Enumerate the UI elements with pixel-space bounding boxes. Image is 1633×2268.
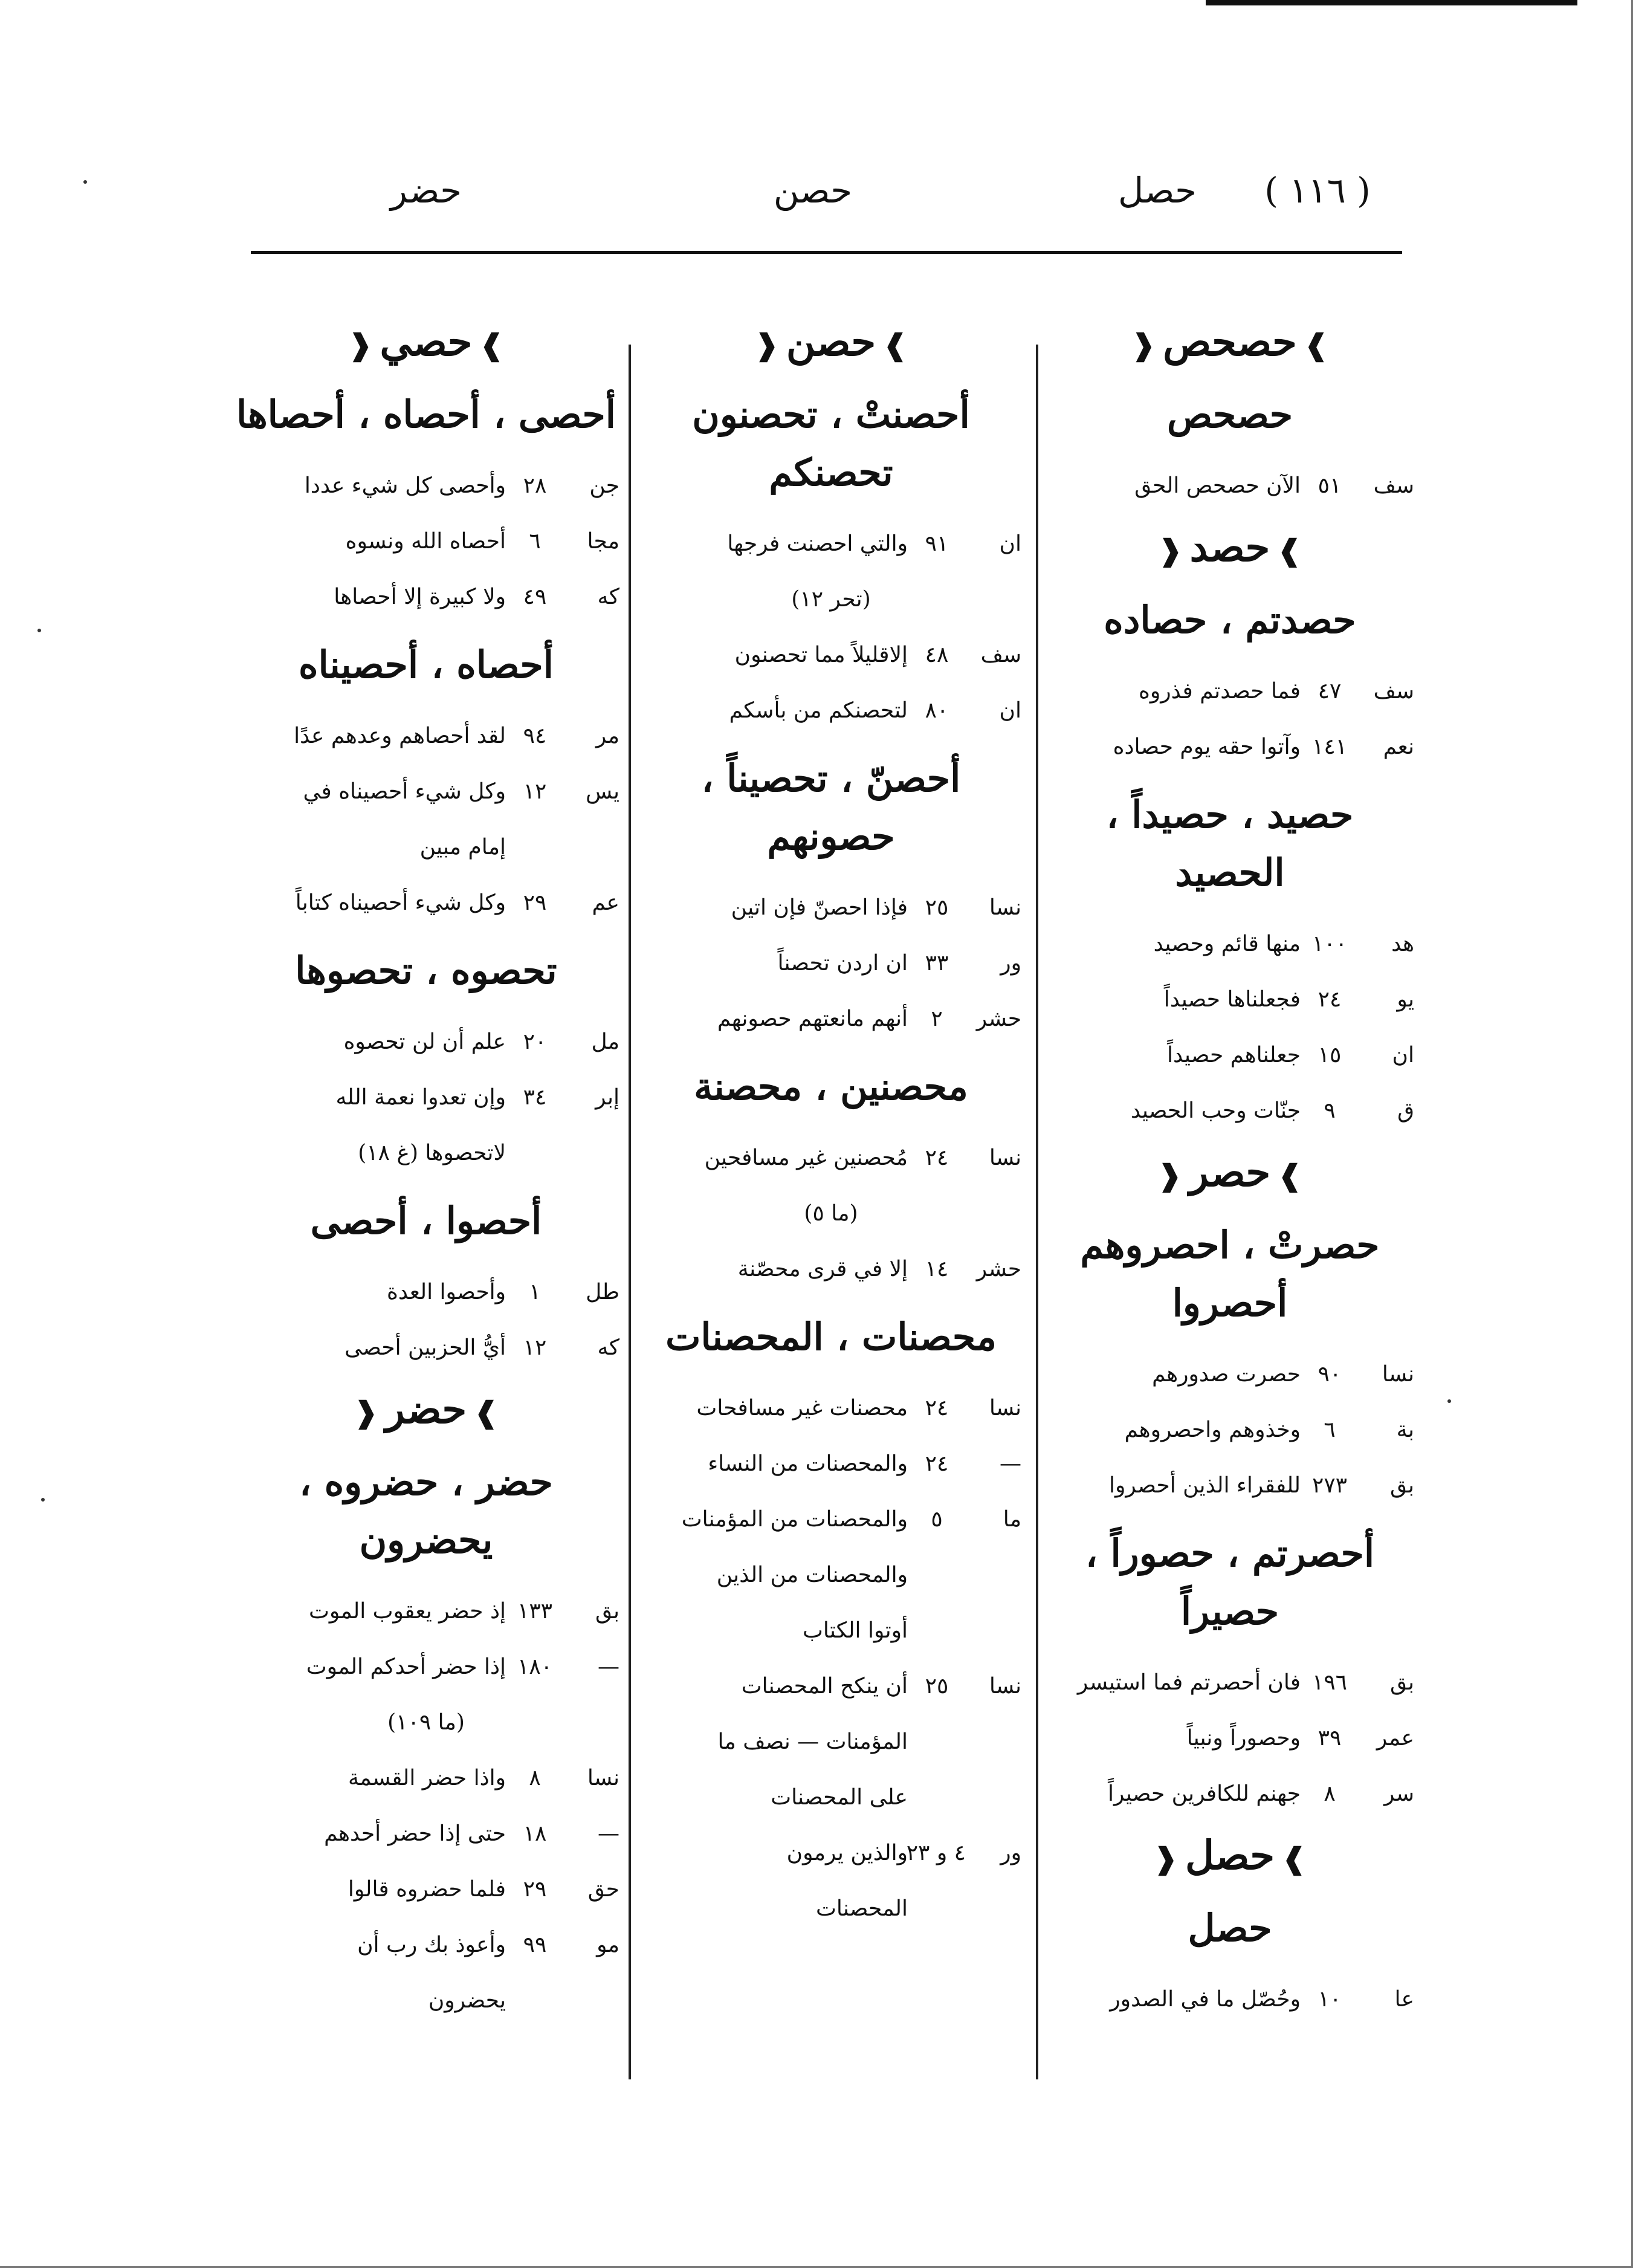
ornament-left-icon: ❰: [354, 1396, 378, 1430]
citation-row: عم ٢٩ وكل شيء أحصيناه كتاباً: [295, 890, 619, 915]
ornament-left-icon: ❰: [1153, 1842, 1178, 1876]
column-middle: [641, 308, 1021, 1937]
citation-row: جن ٢٨ وأحصى كل شيء عددا: [304, 473, 619, 498]
word-heading: حصدتم ، حصاده: [1104, 598, 1356, 642]
citation-continuation: (ما ٥): [804, 1201, 858, 1226]
citation-continuation: يحضرون: [428, 1988, 506, 2013]
word-heading: تحصوه ، تحصوها: [295, 948, 557, 993]
citation-row: نسا ٨ واذا حضر القسمة: [348, 1766, 619, 1790]
scan-speck: [1447, 1399, 1451, 1403]
citation-row: مر ٩٤ لقد أحصاهم وعدهم عدًا: [294, 724, 619, 748]
ornament-right-icon: ❱: [474, 1396, 499, 1430]
header-rule: [251, 251, 1402, 254]
word-heading: أحصرتم ، حصوراً ، حصيراً: [1085, 1531, 1375, 1633]
citation-row: حشر ٢ أنهم مانعتهم حصونهم: [717, 1006, 1021, 1031]
citation-row: سر ٨ جهنم للكافرين حصيراً: [1108, 1781, 1414, 1806]
word-heading: محصنين ، محصنة: [694, 1064, 968, 1109]
root-heading: ❱حضر❰: [233, 1376, 619, 1442]
ornament-left-icon: ❰: [348, 328, 373, 362]
citation-row: سف ٤٧ فما حصدتم فذروه: [1139, 679, 1414, 704]
citation-row: — ٢٤ والمحصنات من النساء: [708, 1451, 1021, 1476]
citation-row: طل ١ وأحصوا العدة: [387, 1280, 619, 1304]
ornament-right-icon: ❱: [1277, 534, 1302, 568]
ornament-left-icon: ❰: [1158, 534, 1183, 568]
word-heading: محصنات ، المحصنات: [665, 1315, 997, 1359]
word-heading: أحصنّ ، تحصيناً ، حصونهم: [701, 756, 961, 858]
citation-row: ور ٣٣ ان اردن تحصناً: [777, 951, 1021, 976]
word-heading: أحصى ، أحصاه ، أحصاها: [236, 392, 616, 436]
citation-continuation: (ما ١٠٩): [387, 1710, 465, 1735]
citation-row: ان ٨٠ لتحصنكم من بأسكم: [729, 698, 1021, 723]
citation-row: ور ٤ و ٢٣ والذين يرمون: [786, 1841, 1021, 1865]
citation-row: حشر ١٤ إلا في قرى محصّنة: [737, 1257, 1021, 1281]
ornament-left-icon: ❰: [1157, 1159, 1182, 1193]
citation-row: يو ٢٤ فجعلناها حصيداً: [1163, 987, 1414, 1012]
word-heading: أحصاه ، أحصيناه: [299, 643, 554, 687]
citation-row: — ١٨ حتى إذا حضر أحدهم: [324, 1821, 619, 1846]
citation-row: ما ٥ والمحصنات من المؤمنات: [681, 1507, 1021, 1532]
word-heading: حصيد ، حصيداً ، الحصيد: [1106, 792, 1354, 895]
citation-row: مجا ٦ أحصاه الله ونسوه: [345, 529, 619, 554]
header-keyword-right: حصل: [1117, 170, 1197, 211]
ornament-right-icon: ❱: [1278, 1159, 1302, 1193]
word-heading: حصحص: [1166, 392, 1293, 436]
citation-row: نعم ١٤١ وآتوا حقه يوم حصاده: [1113, 734, 1414, 759]
citation-row: بق ١٩٦ فان أحصرتم فما استيسر: [1077, 1670, 1414, 1695]
citation-row: نسا ٢٤ محصنات غير مسافحات: [696, 1396, 1021, 1421]
citation-row: كه ١٢ أيُّ الحزبين أحصى: [344, 1335, 619, 1360]
citation-row: عا ١٠ وحُصّل ما في الصدور: [1110, 1987, 1414, 2012]
citation-row: سف ٥١ الآن حصحص الحق: [1134, 473, 1414, 498]
scan-speck: [83, 180, 87, 184]
citation-row: يس ١٢ وكل شيء أحصيناه في: [303, 779, 619, 804]
citation-continuation: المحصنات: [816, 1896, 908, 1921]
root-heading: ❱حصد❰: [1046, 514, 1414, 580]
header-keyword-middle: حصن: [773, 170, 853, 211]
root-heading: ❱حصي❰: [233, 308, 619, 375]
word-heading: أحصنتْ ، تحصنون تحصنكم: [692, 392, 970, 494]
root-heading: ❱حصن❰: [641, 308, 1021, 375]
citation-continuation: إمام مبين: [419, 835, 506, 860]
citation-row: سف ٤٨ إلاقليلاً مما تحصنون: [734, 643, 1021, 667]
citation-continuation: لاتحصوها (غ ١٨): [358, 1141, 506, 1165]
ornament-left-icon: ❰: [754, 328, 779, 362]
citation-row: ان ١٥ جعلناهم حصيداً: [1167, 1043, 1414, 1068]
citation-continuation: المؤمنات — نصف ما: [717, 1729, 908, 1754]
citation-row: بق ٢٧٣ للفقراء الذين أحصروا: [1108, 1473, 1414, 1498]
citation-row: ق ٩ جنّات وحب الحصيد: [1130, 1098, 1414, 1123]
citation-continuation: على المحصنات: [771, 1785, 908, 1810]
header-keyword-left: حضر: [390, 170, 462, 211]
ornament-left-icon: ❰: [1131, 328, 1156, 362]
citation-row: عمر ٣٩ وحصوراً ونبياً: [1186, 1726, 1414, 1751]
root-heading: ❱حصحص❰: [1046, 308, 1414, 375]
citation-row: — ١٨٠ إذا حضر أحدكم الموت: [306, 1654, 619, 1679]
ornament-right-icon: ❱: [479, 328, 504, 362]
citation-row: هد ١٠٠ منها قائم وحصيد: [1153, 932, 1414, 956]
top-scan-rule: [1206, 0, 1577, 5]
scan-speck: [41, 1498, 45, 1502]
ornament-right-icon: ❱: [1282, 1842, 1307, 1876]
citation-row: إبر ٣٤ وإن تعدوا نعمة الله: [335, 1085, 619, 1110]
citation-row: ان ٩١ والتي احصنت فرجها: [727, 531, 1021, 556]
root-heading: ❱حصر❰: [1046, 1139, 1414, 1205]
root-heading: ❱حصل❰: [1046, 1822, 1414, 1888]
column-divider: [629, 345, 631, 2079]
citation-continuation: أوتوا الكتاب: [802, 1618, 908, 1643]
citation-continuation: (تحر ١٢): [791, 587, 871, 612]
column-divider: [1036, 345, 1038, 2079]
citation-row: نسا ٢٤ مُحصنين غير مسافحين: [704, 1145, 1021, 1170]
column-right: [1046, 308, 1414, 2027]
citation-row: بق ١٣٣ إذ حضر يعقوب الموت: [308, 1599, 619, 1624]
column-left: [233, 308, 619, 2029]
citation-row: نسا ٩٠ حصرت صدورهم: [1152, 1362, 1414, 1387]
citation-row: نسا ٢٥ فإذا احصنّ فإن اتين: [731, 895, 1021, 920]
citation-continuation: والمحصنات من الذين: [716, 1563, 908, 1587]
citation-row: مل ٢٠ علم أن لن تحصوه: [343, 1029, 619, 1054]
word-heading: أحصوا ، أحصى: [310, 1199, 542, 1243]
citation-row: كه ٤٩ ولا كبيرة إلا أحصاها: [334, 585, 619, 609]
citation-row: نسا ٢٥ أن ينكح المحصنات: [741, 1674, 1021, 1699]
ornament-right-icon: ❱: [1304, 328, 1328, 362]
word-heading: حصرتْ ، احصروهم أحصروا: [1080, 1223, 1380, 1325]
word-heading: حصل: [1188, 1906, 1272, 1950]
citation-row: مو ٩٩ وأعوذ بك رب أن: [357, 1933, 619, 1957]
page-number: ( ١١٦ ): [1264, 170, 1371, 211]
scan-speck: [37, 629, 41, 632]
word-heading: حضر ، حضروه ، يحضرون: [299, 1460, 553, 1562]
citation-row: حق ٢٩ فلما حضروه قالوا: [348, 1877, 619, 1902]
citation-row: بة ٦ وخذوهم واحصروهم: [1124, 1418, 1414, 1442]
ornament-right-icon: ❱: [883, 328, 908, 362]
